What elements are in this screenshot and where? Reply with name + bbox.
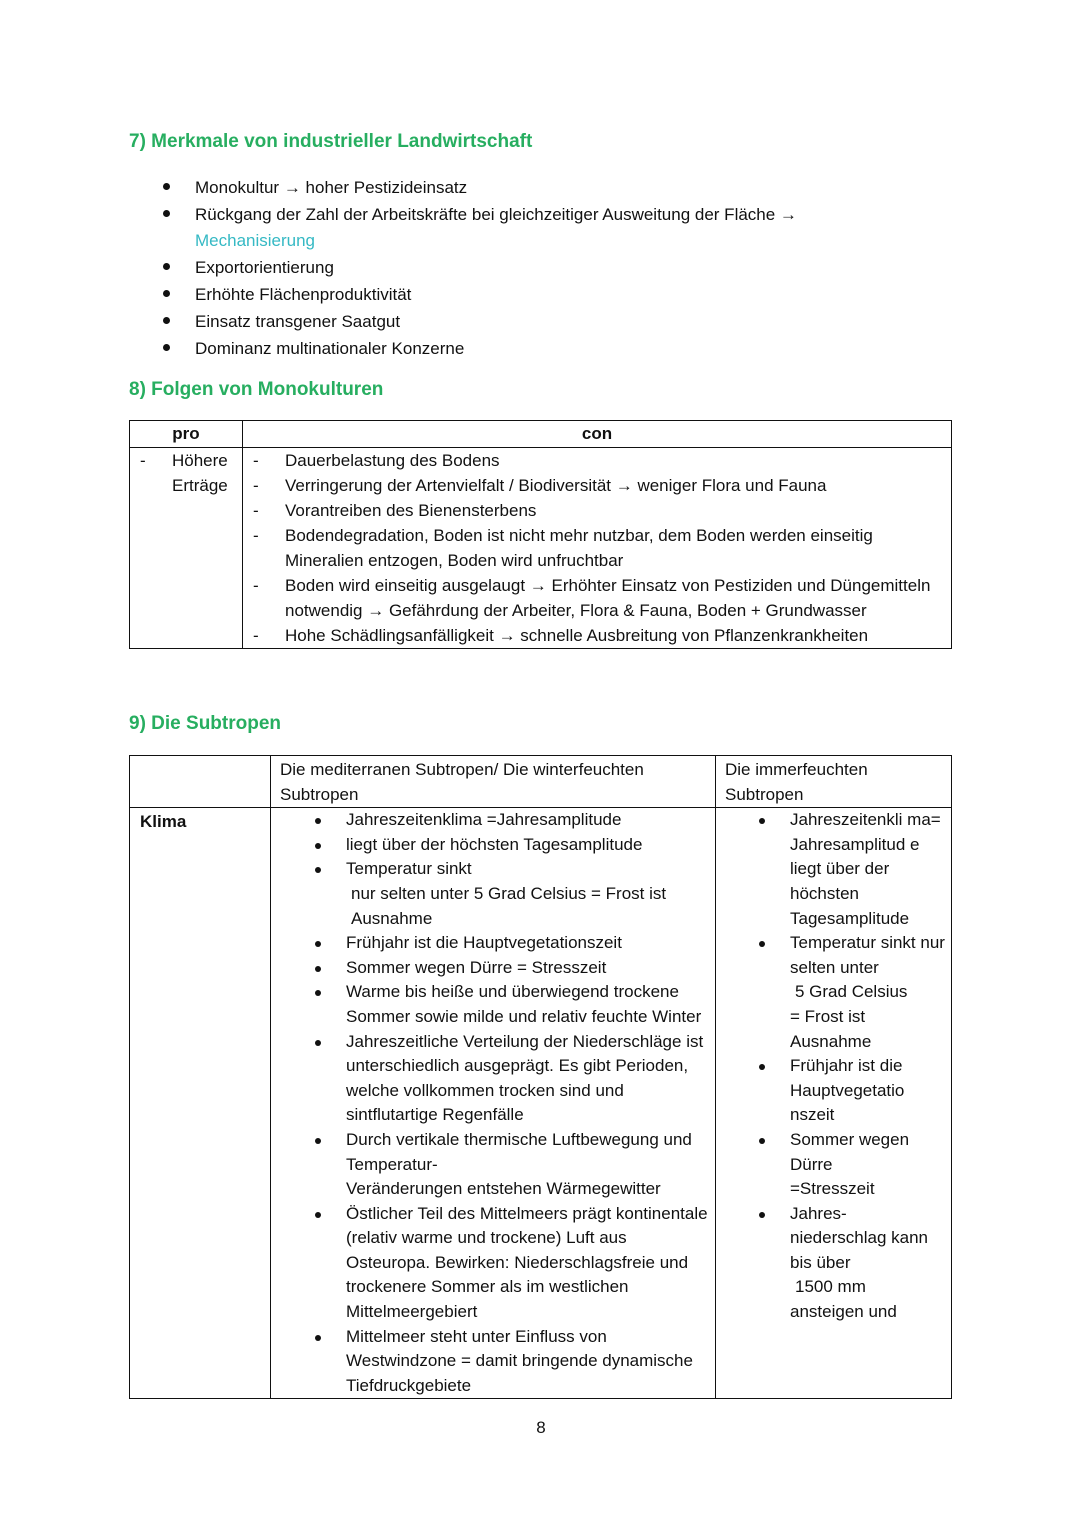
list-item: - Hohe Schädlingsanfälligkeit → schnelle Ausbreitung von Pflanzenkrankheiten (243, 623, 951, 648)
mediterran-list (271, 808, 715, 1398)
list-item: - Höhere Erträge (130, 448, 242, 498)
section-7-heading: 7) Merkmale von industrieller Landwirtschaft (129, 131, 533, 152)
pro-list (130, 448, 242, 498)
list-item: Jahres- niederschlag kann bis über 1500 mm ansteigen und (716, 1202, 951, 1325)
mediterran-header: Die mediterranen Subtropen/ Die winterfeuchten Subtropen (271, 756, 716, 808)
list-item: Exportorientierung (163, 254, 883, 281)
con-list (243, 448, 951, 648)
list-item: Jahreszeitenklima =Jahresamplitude (271, 808, 715, 833)
immerfeucht-list (716, 808, 951, 1324)
list-item: Erhöhte Flächenproduktivität (163, 281, 883, 308)
list-item: Frühjahr ist die Hauptvegetatio nszeit (716, 1054, 951, 1128)
immerfeucht-cell (716, 808, 952, 1399)
pro-header: pro (130, 421, 243, 448)
subtropen-table (129, 755, 952, 1399)
list-item: Rückgang der Zahl der Arbeitskräfte bei gleichzeitiger Ausweitung der Fläche → Mechanisierung (163, 201, 883, 254)
list-item: - Boden wird einseitig ausgelaugt → Erhöhter Einsatz von Pestiziden und Düngemitteln notwendig → Gefährdung der Arbeiter, Flora & Fauna, Boden + Grundwasser (243, 573, 951, 623)
list-item: Östlicher Teil des Mittelmeers prägt kontinentale (relativ warme und trockene) Luft aus Osteuropa. Bewirken: Niederschlagsfreie und trockenere Sommer als im westlichen Mittelmeergebiert (271, 1202, 715, 1325)
section-8-heading: 8) Folgen von Monokulturen (129, 379, 384, 400)
mediterran-cell (271, 808, 716, 1399)
page-number: 8 (536, 1418, 546, 1437)
list-item: Sommer wegen Dürre =Stresszeit (716, 1128, 951, 1202)
list-item: Jahreszeitenkli ma= Jahresamplitud e liegt über der höchsten Tagesamplitude (716, 808, 951, 931)
list-item: - Dauerbelastung des Bodens (243, 448, 951, 473)
list-item: liegt über der höchsten Tagesamplitude (271, 833, 715, 858)
list-item: Temperatur sinkt nur selten unter 5 Grad Celsius = Frost ist Ausnahme (271, 857, 715, 931)
immerfeucht-header: Die immerfeuchten Subtropen (716, 756, 952, 808)
list-item: Durch vertikale thermische Luftbewegung und Temperatur- Veränderungen entstehen Wärmegewitter (271, 1128, 715, 1202)
list-item: Dominanz multinationaler Konzerne (163, 335, 883, 362)
list-item: Sommer wegen Dürre = Stresszeit (271, 956, 715, 981)
klima-row-label: Klima (130, 808, 271, 1399)
list-item: - Bodendegradation, Boden ist nicht mehr nutzbar, dem Boden werden einseitig Mineralien entzogen, Boden wird unfruchtbar (243, 523, 951, 573)
empty-header-cell (130, 756, 271, 808)
list-item: Einsatz transgener Saatgut (163, 308, 883, 335)
list-item: Mittelmeer steht unter Einfluss von Westwindzone = damit bringende dynamische Tiefdruckgebiete (271, 1325, 715, 1399)
con-header: con (243, 421, 952, 448)
pro-cell (130, 448, 243, 649)
mechanisierung-highlight: Mechanisierung (195, 231, 316, 250)
list-item: Monokultur → hoher Pestizideinsatz (163, 174, 883, 201)
list-item: Jahreszeitliche Verteilung der Niederschläge ist unterschiedlich ausgeprägt. Es gibt Perioden, welche vollkommen trocken sind und sintflutartige Regenfälle (271, 1030, 715, 1128)
monokulturen-table (129, 420, 952, 649)
list-item: - Vorantreiben des Bienensterbens (243, 498, 951, 523)
section-9-heading: 9) Die Subtropen (129, 713, 282, 734)
con-cell (243, 448, 952, 649)
list-item: Frühjahr ist die Hauptvegetationszeit (271, 931, 715, 956)
list-item: Temperatur sinkt nur selten unter 5 Grad Celsius = Frost ist Ausnahme (716, 931, 951, 1054)
list-item: Warme bis heiße und überwiegend trockene Sommer sowie milde und relativ feuchte Winter (271, 980, 715, 1029)
list-item: - Verringerung der Artenvielfalt / Biodiversität → weniger Flora und Fauna (243, 473, 951, 498)
section-7-list (163, 174, 883, 362)
